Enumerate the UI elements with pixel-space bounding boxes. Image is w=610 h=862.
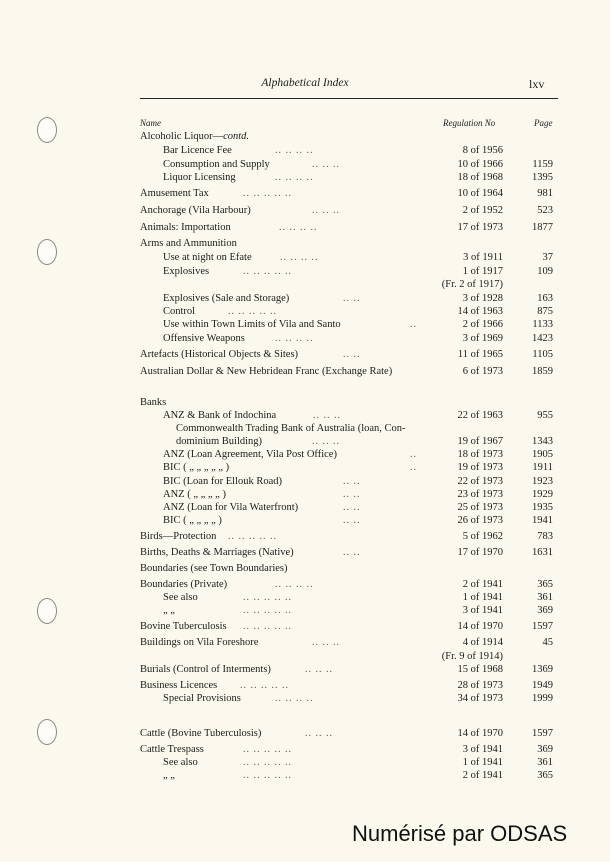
entry-name: ANZ (Loan for Vila Waterfront) xyxy=(163,502,299,513)
entry-name: Consumption and Supply xyxy=(163,159,270,170)
dot-leader: .. .. .. .. .. xyxy=(228,306,277,317)
entry-name: BIC ( „ „ „ „ „ ) xyxy=(163,462,230,473)
entry-name: Birds—Protection xyxy=(140,531,217,542)
page-title: Alphabetical Index xyxy=(261,77,349,89)
entry-name: Explosives (Sale and Storage) xyxy=(163,293,290,304)
entry-regulation: 3 of 1941 xyxy=(462,744,503,755)
dot-leader: .. .. .. .. .. xyxy=(243,621,292,632)
entry-name: Alcoholic Liquor—contd. xyxy=(140,131,250,142)
entry-regulation: 2 of 1941 xyxy=(462,579,503,590)
dot-leader: .. .. .. .. xyxy=(275,579,314,590)
entry-name: ANZ ( „ „ „ „ ) xyxy=(163,489,226,500)
entry-page: 369 xyxy=(537,605,553,616)
dot-leader: .. .. .. .. xyxy=(280,252,319,263)
dot-leader: .. .. .. .. .. xyxy=(243,266,292,277)
entry-name: Artefacts (Historical Objects & Sites) xyxy=(140,349,299,360)
entry-regulation: 14 of 1970 xyxy=(457,621,503,632)
entry-regulation: 18 of 1968 xyxy=(457,172,503,183)
entry-page: 875 xyxy=(537,306,553,317)
entry-name: „ „ xyxy=(163,605,175,616)
watermark: Numérisé par ODSAS xyxy=(352,821,568,846)
entry-page: 981 xyxy=(537,188,553,199)
entry-name: ANZ & Bank of Indochina xyxy=(163,410,277,421)
entry-name: Australian Dollar & New Hebridean Franc (Exchange Rate) xyxy=(140,366,393,377)
dot-leader: .. .. xyxy=(343,349,361,360)
entry-page: 109 xyxy=(537,266,553,277)
entry-regulation: 19 of 1973 xyxy=(457,462,503,473)
entry-page: 365 xyxy=(537,770,553,781)
entry-name: Bar Licence Fee xyxy=(163,145,232,156)
column-header-page: Page xyxy=(534,118,553,128)
entry-page: 1877 xyxy=(532,222,553,233)
entry-page: 1343 xyxy=(532,436,553,447)
entry-name: dominium Building) xyxy=(176,436,263,447)
dot-leader: .. xyxy=(410,319,417,330)
entry-regulation: 17 of 1973 xyxy=(457,222,503,233)
entry-name: Bovine Tuberculosis xyxy=(140,621,227,632)
entry-page: 1423 xyxy=(532,333,553,344)
entry-name: Offensive Weapons xyxy=(163,333,245,344)
entry-name: Boundaries (Private) xyxy=(140,579,228,590)
entry-page: 163 xyxy=(537,293,553,304)
entry-name: Cattle (Bovine Tuberculosis) xyxy=(140,728,262,739)
dot-leader: .. .. .. .. xyxy=(275,693,314,704)
entry-name: Arms and Ammunition xyxy=(140,238,237,249)
entry-regulation: 28 of 1973 xyxy=(457,680,503,691)
dot-leader: .. .. .. .. .. xyxy=(243,188,292,199)
dot-leader: .. .. .. .. .. xyxy=(243,744,292,755)
binder-hole xyxy=(37,598,57,624)
entry-page: 1949 xyxy=(532,680,553,691)
entry-regulation: 22 of 1973 xyxy=(457,476,503,487)
dot-leader: .. .. .. .. xyxy=(279,222,318,233)
entry-regulation: 23 of 1973 xyxy=(457,489,503,500)
entry-page: 1905 xyxy=(532,449,553,460)
entry-page: 523 xyxy=(537,205,553,216)
entry-name: See also xyxy=(163,757,198,768)
entry-regulation: 3 of 1969 xyxy=(462,333,503,344)
entry-regulation: 18 of 1973 xyxy=(457,449,503,460)
entry-page: 1999 xyxy=(532,693,553,704)
entry-page: 1911 xyxy=(532,462,553,473)
entry-name: Commonwealth Trading Bank of Australia (loan, Con- xyxy=(176,423,406,434)
entry-regulation: 1 of 1917 xyxy=(462,266,503,277)
dot-leader: .. .. .. xyxy=(313,410,341,421)
entry-regulation: 3 of 1911 xyxy=(463,252,503,263)
dot-leader: .. .. .. .. xyxy=(275,172,314,183)
entry-regulation: 19 of 1967 xyxy=(457,436,503,447)
entry-name: See also xyxy=(163,592,198,603)
entry-regulation: 15 of 1968 xyxy=(457,664,503,675)
dot-leader: .. .. xyxy=(343,476,361,487)
entry-page: 361 xyxy=(537,592,553,603)
entry-page: 1369 xyxy=(532,664,553,675)
entry-regulation: 25 of 1973 xyxy=(457,502,503,513)
entry-regulation: 2 of 1966 xyxy=(462,319,503,330)
entry-name: Business Licences xyxy=(140,680,218,691)
entry-name: BIC (Loan for Ellouk Road) xyxy=(163,476,282,487)
dot-leader: .. .. .. xyxy=(305,664,333,675)
dot-leader: .. .. .. .. .. xyxy=(243,605,292,616)
entry-regulation: 14 of 1970 xyxy=(457,728,503,739)
entry-name: Anchorage (Vila Harbour) xyxy=(140,205,251,216)
entry-regulation: 2 of 1941 xyxy=(462,770,503,781)
dot-leader: .. .. .. xyxy=(305,728,333,739)
dot-leader: .. .. .. xyxy=(312,205,340,216)
dot-leader: .. .. xyxy=(343,293,361,304)
entry-page: 783 xyxy=(537,531,553,542)
entry-page: 369 xyxy=(537,744,553,755)
entry-regulation: 17 of 1970 xyxy=(457,547,503,558)
entry-name: Cattle Trespass xyxy=(140,744,204,755)
dot-leader: .. .. .. .. .. xyxy=(243,757,292,768)
dot-leader: .. .. xyxy=(343,489,361,500)
entry-regulation: 5 of 1962 xyxy=(462,531,503,542)
entry-page: 1395 xyxy=(532,172,553,183)
entry-page: 1159 xyxy=(532,159,553,170)
entry-page: 361 xyxy=(537,757,553,768)
entry-regulation: 3 of 1941 xyxy=(462,605,503,616)
entry-name: Buildings on Vila Foreshore xyxy=(140,637,259,648)
entry-regulation: 34 of 1973 xyxy=(457,693,503,704)
dot-leader: .. .. xyxy=(343,515,361,526)
entry-name: Explosives xyxy=(163,266,210,277)
dot-leader: .. .. .. .. .. xyxy=(240,680,289,691)
entry-regulation: 2 of 1952 xyxy=(462,205,503,216)
entry-page: 955 xyxy=(537,410,553,421)
dot-leader: .. .. xyxy=(343,502,361,513)
entry-page: 1859 xyxy=(532,366,553,377)
entry-name: „ „ xyxy=(163,770,175,781)
entry-regulation: (Fr. 9 of 1914) xyxy=(441,651,503,662)
entry-page: 1105 xyxy=(532,349,553,360)
entry-page: 1597 xyxy=(532,621,553,632)
entry-page: 1929 xyxy=(532,489,553,500)
dot-leader: .. .. .. .. .. xyxy=(243,770,292,781)
dot-leader: .. .. .. .. xyxy=(275,145,314,156)
entry-page: 1597 xyxy=(532,728,553,739)
entry-regulation: 26 of 1973 xyxy=(457,515,503,526)
dot-leader: .. .. .. xyxy=(312,637,340,648)
column-header-name: Name xyxy=(140,118,161,128)
entry-name: Births, Deaths & Marriages (Native) xyxy=(140,547,294,558)
entry-regulation: 1 of 1941 xyxy=(462,592,503,603)
dot-leader: .. xyxy=(410,462,417,473)
entry-name: Burials (Control of Interments) xyxy=(140,664,271,675)
binder-hole xyxy=(37,239,57,265)
entry-name: Use at night on Efate xyxy=(163,252,252,263)
entry-regulation: (Fr. 2 of 1917) xyxy=(441,279,503,290)
entry-name: Control xyxy=(163,306,196,317)
entry-regulation: 22 of 1963 xyxy=(457,410,503,421)
entry-regulation: 14 of 1963 xyxy=(457,306,503,317)
entry-name: Amusement Tax xyxy=(140,188,209,199)
header-divider xyxy=(140,98,558,99)
dot-leader: .. .. .. xyxy=(312,159,340,170)
entry-page: 1631 xyxy=(532,547,553,558)
entry-regulation: 8 of 1956 xyxy=(462,145,503,156)
entry-page: 45 xyxy=(542,637,553,648)
entry-name: Animals: Importation xyxy=(140,222,231,233)
dot-leader: .. .. .. xyxy=(312,436,340,447)
entry-page: 365 xyxy=(537,579,553,590)
entry-name: Use within Town Limits of Vila and Santo xyxy=(163,319,341,330)
entry-page: 1941 xyxy=(532,515,553,526)
entry-name: Liquor Licensing xyxy=(163,172,236,183)
binder-hole xyxy=(37,719,57,745)
entry-name: Boundaries (see Town Boundaries) xyxy=(140,563,288,574)
entry-regulation: 3 of 1928 xyxy=(462,293,503,304)
entry-name: ANZ (Loan Agreement, Vila Post Office) xyxy=(163,449,337,460)
entry-regulation: 10 of 1966 xyxy=(457,159,503,170)
entry-name: Special Provisions xyxy=(163,693,241,704)
dot-leader: .. .. .. .. .. xyxy=(243,592,292,603)
dot-leader: .. .. .. .. .. xyxy=(228,531,277,542)
entry-regulation: 11 of 1965 xyxy=(457,349,503,360)
entry-name-continuation: contd. xyxy=(223,131,250,142)
entry-regulation: 10 of 1964 xyxy=(457,188,503,199)
entry-page: 1935 xyxy=(532,502,553,513)
page-number: lxv xyxy=(529,77,545,91)
entry-name: Banks xyxy=(140,397,167,408)
dot-leader: .. .. .. .. xyxy=(275,333,314,344)
dot-leader: .. xyxy=(410,449,417,460)
entry-regulation: 1 of 1941 xyxy=(462,757,503,768)
dot-leader: .. .. xyxy=(343,547,361,558)
binder-hole xyxy=(37,117,57,143)
entry-page: 37 xyxy=(542,252,553,263)
column-header-regulation: Regulation No xyxy=(443,118,496,128)
entry-regulation: 6 of 1973 xyxy=(462,366,503,377)
entry-page: 1133 xyxy=(532,319,553,330)
entry-name: BIC ( „ „ „ „ ) xyxy=(163,515,222,526)
entry-regulation: 4 of 1914 xyxy=(462,637,503,648)
entry-page: 1923 xyxy=(532,476,553,487)
